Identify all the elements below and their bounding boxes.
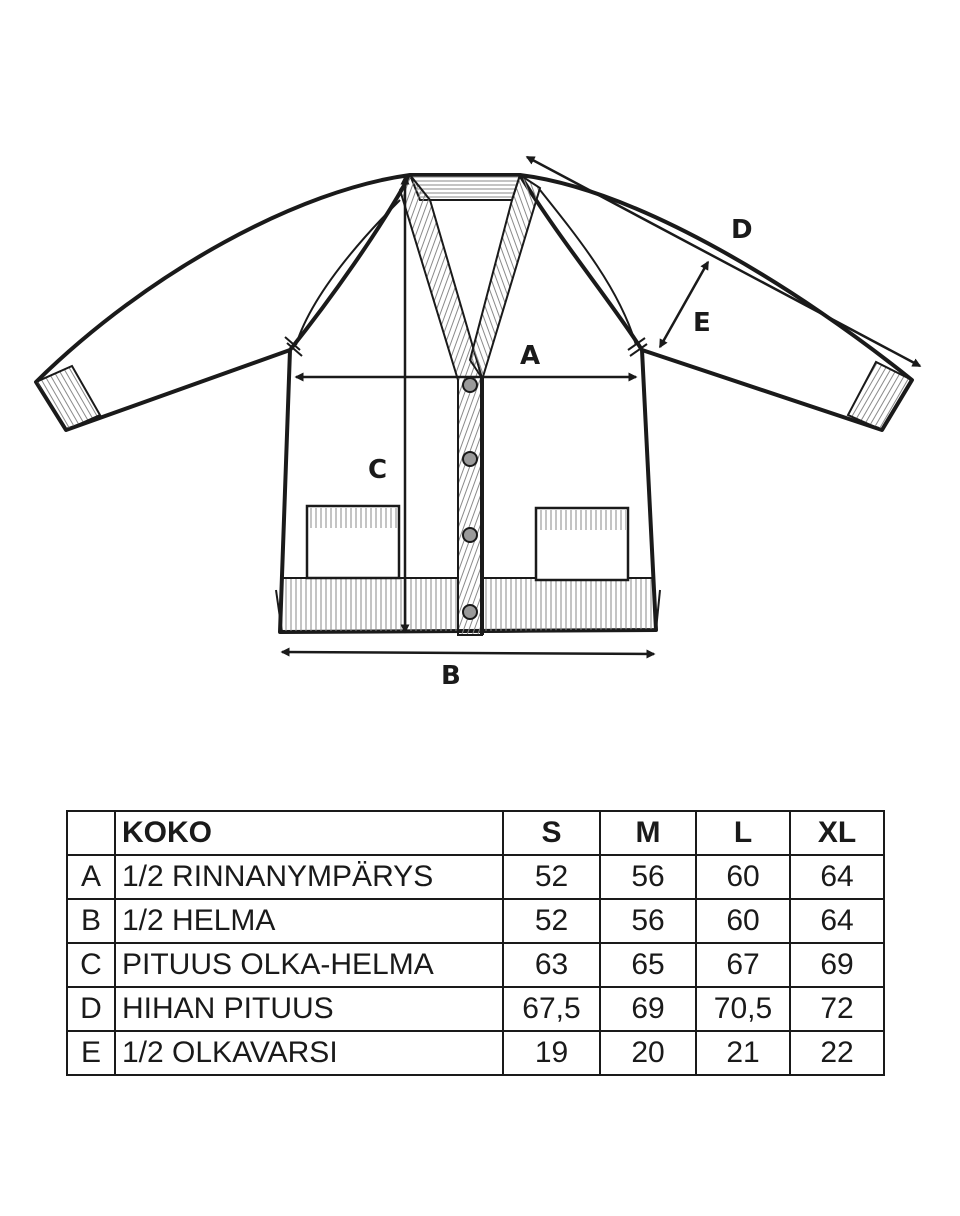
row-value-s: 67,5 [503,987,600,1031]
right-pocket-ribbing [538,510,626,530]
label-c: C [368,455,388,485]
measure-arrow-b [282,652,654,654]
row-value-m: 56 [600,855,696,899]
row-value-l: 21 [696,1031,790,1075]
button [463,528,477,542]
row-value-m: 65 [600,943,696,987]
table-row [67,899,884,943]
header-size-xl: XL [790,811,884,855]
row-letter: A [67,855,115,899]
label-d: D [731,215,753,245]
row-measurement-name: 1/2 RINNANYMPÄRYS [115,855,503,899]
row-measurement-name: 1/2 HELMA [115,899,503,943]
button [463,452,477,466]
left-hem-ribbing [281,578,458,632]
right-hem-ribbing [482,578,656,632]
row-value-xl: 69 [790,943,884,987]
row-letter: B [67,899,115,943]
header-size-s: S [503,811,600,855]
row-value-xl: 72 [790,987,884,1031]
row-measurement-name: PITUUS OLKA-HELMA [115,943,503,987]
header-empty-cell [67,811,115,855]
row-value-s: 52 [503,899,600,943]
label-e: E [693,308,711,338]
header-size-label: KOKO [115,811,503,855]
table-row [67,1031,884,1075]
row-value-s: 52 [503,855,600,899]
table-row [67,943,884,987]
row-value-m: 56 [600,899,696,943]
label-b: B [441,661,461,691]
row-value-m: 20 [600,1031,696,1075]
button [463,605,477,619]
size-table-header-row [67,811,884,855]
header-size-m: M [600,811,696,855]
row-value-xl: 64 [790,855,884,899]
button [463,378,477,392]
size-table [66,810,885,1076]
label-a: A [520,341,541,371]
row-letter: C [67,943,115,987]
header-size-l: L [696,811,790,855]
row-value-l: 70,5 [696,987,790,1031]
row-value-l: 60 [696,899,790,943]
row-value-m: 69 [600,987,696,1031]
row-value-xl: 64 [790,899,884,943]
row-value-s: 19 [503,1031,600,1075]
row-measurement-name: 1/2 OLKAVARSI [115,1031,503,1075]
table-row [67,855,884,899]
row-letter: E [67,1031,115,1075]
row-value-s: 63 [503,943,600,987]
left-pocket-ribbing [309,508,397,528]
table-row [67,987,884,1031]
row-value-l: 60 [696,855,790,899]
row-measurement-name: HIHAN PITUUS [115,987,503,1031]
row-letter: D [67,987,115,1031]
row-value-l: 67 [696,943,790,987]
row-value-xl: 22 [790,1031,884,1075]
